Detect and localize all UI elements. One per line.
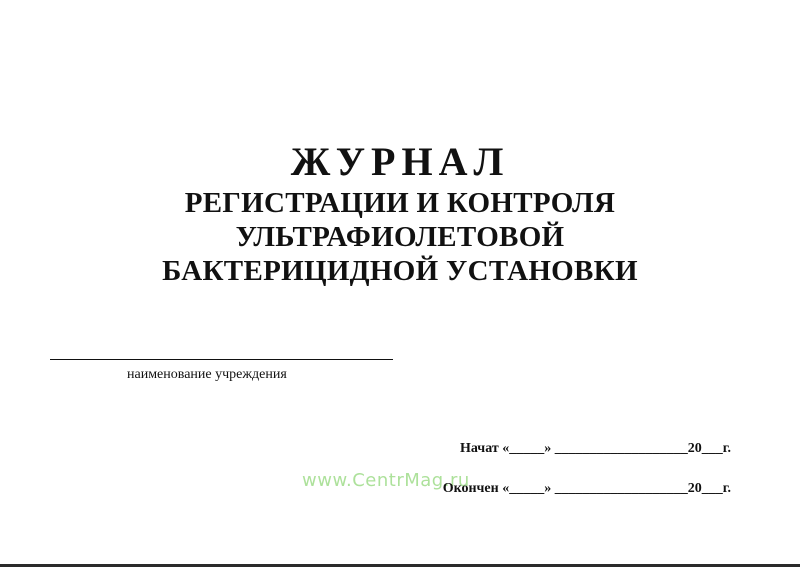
title-line-1: РЕГИСТРАЦИИ И КОНТРОЛЯ: [184, 187, 616, 219]
title-line-2: УЛЬТРАФИОЛЕТОВОЙ: [235, 221, 565, 253]
title-line-3: БАКТЕРИЦИДНОЙ УСТАНОВКИ: [162, 255, 638, 287]
watermark: www.CentrMag.ru: [302, 470, 470, 491]
organization-name-line: [50, 359, 393, 360]
title-block: [0, 138, 800, 288]
started-date-line: Начат «_____» ___________________20___г.: [459, 441, 731, 456]
journal-title: ЖУРНАЛ: [290, 139, 510, 184]
organization-caption: наименование учреждения: [127, 367, 287, 382]
finished-date-line: Окончен «_____» ___________________20___г.: [442, 481, 731, 496]
